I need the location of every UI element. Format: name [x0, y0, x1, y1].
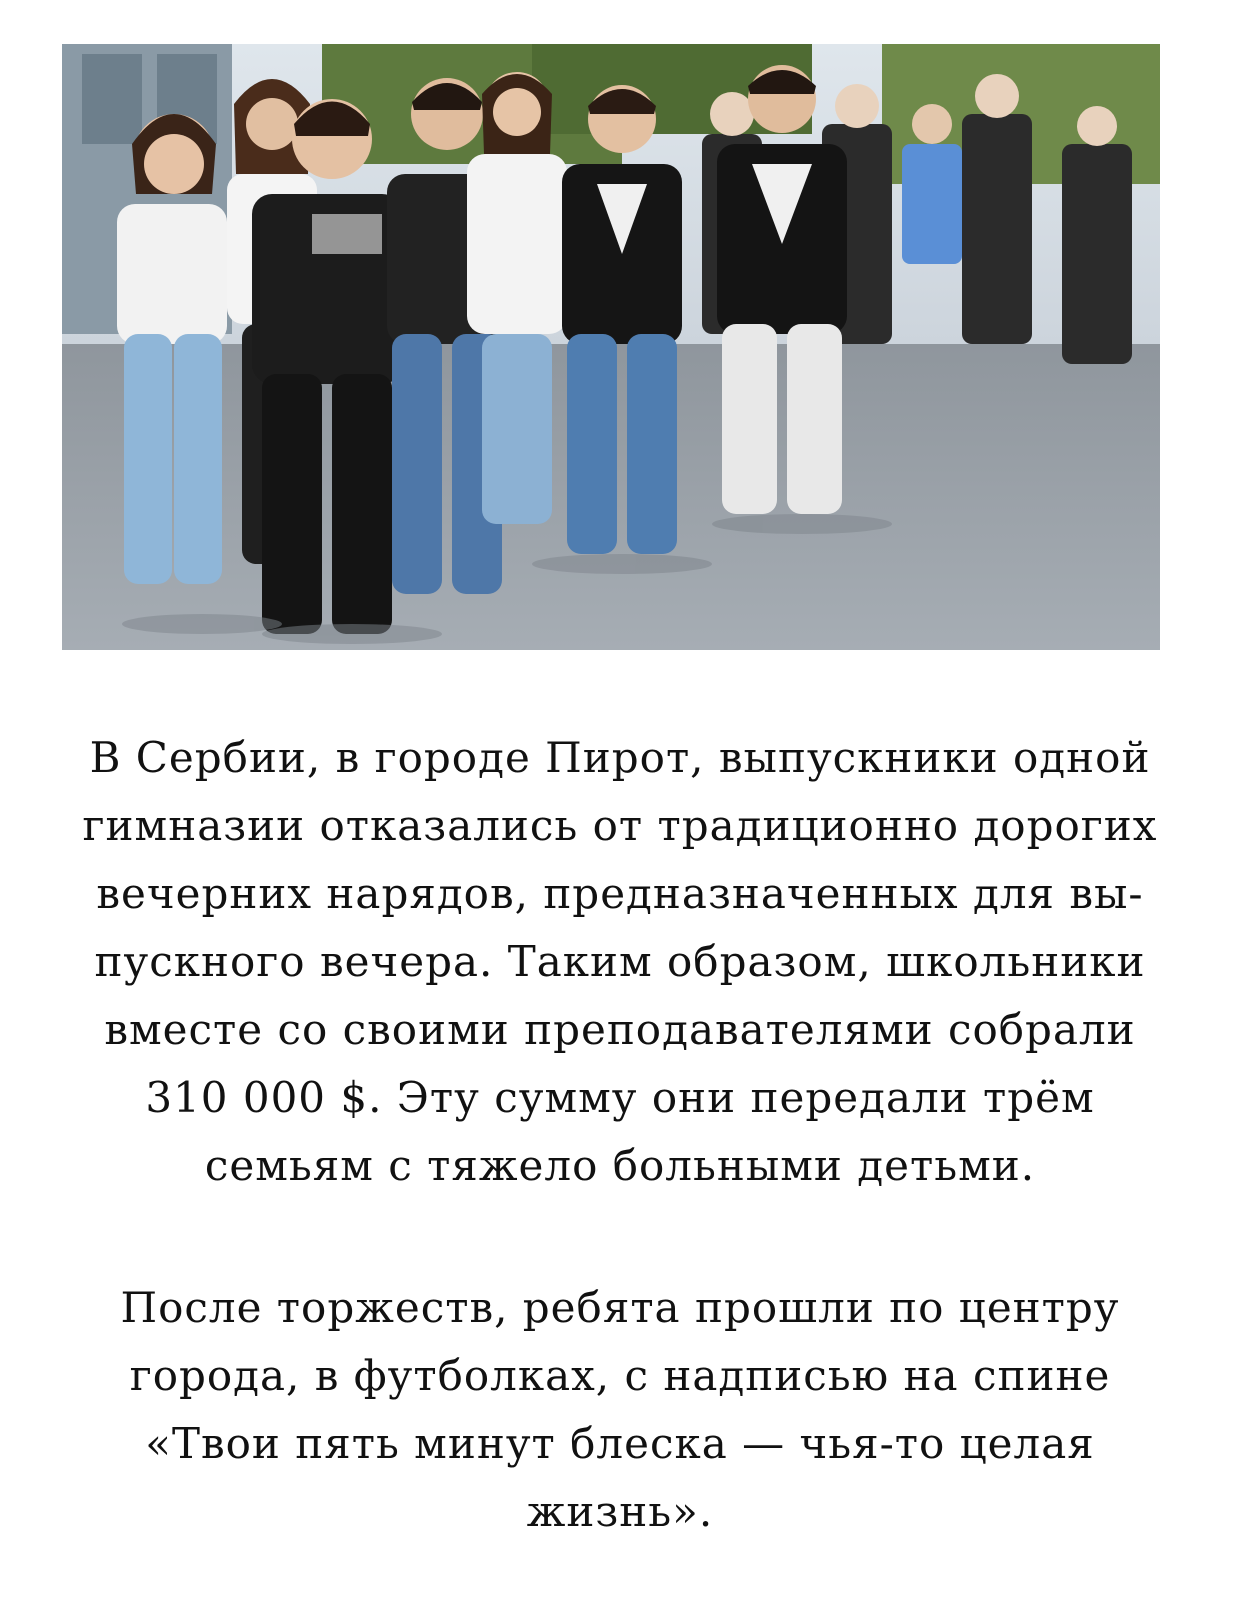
paragraph-1-line: вместе со своими преподавателями собрали: [104, 1005, 1136, 1054]
paragraph-1-line: гимназии отказались от традиционно дорогих: [82, 801, 1158, 850]
paragraph-1-line: В Сербии, в городе Пирот, выпускники одной: [89, 733, 1151, 782]
paragraph-1-line: семьям с тяжело больными детьми.: [204, 1141, 1036, 1190]
paragraph-2-line: «Твои пять минут блеска — чья-то целая: [145, 1419, 1095, 1468]
graduates-photo: [62, 44, 1160, 650]
paragraph-1-line: пускного вечера. Таким образом, школьники: [94, 937, 1146, 986]
paragraph-2-line: города, в футболках, с надписью на спине: [129, 1351, 1111, 1400]
paragraph-2-line: После торжеств, ребята прошли по центру: [120, 1283, 1120, 1332]
paragraph-2-line: жизнь».: [526, 1487, 714, 1536]
paragraph-2: [70, 1274, 1170, 1546]
paragraph-1: [70, 724, 1170, 1200]
paragraph-1-line: вечерних нарядов, предназначенных для вы-: [96, 869, 1144, 918]
paragraph-1-line: 310 000 $. Эту сумму они передали трём: [145, 1073, 1095, 1122]
